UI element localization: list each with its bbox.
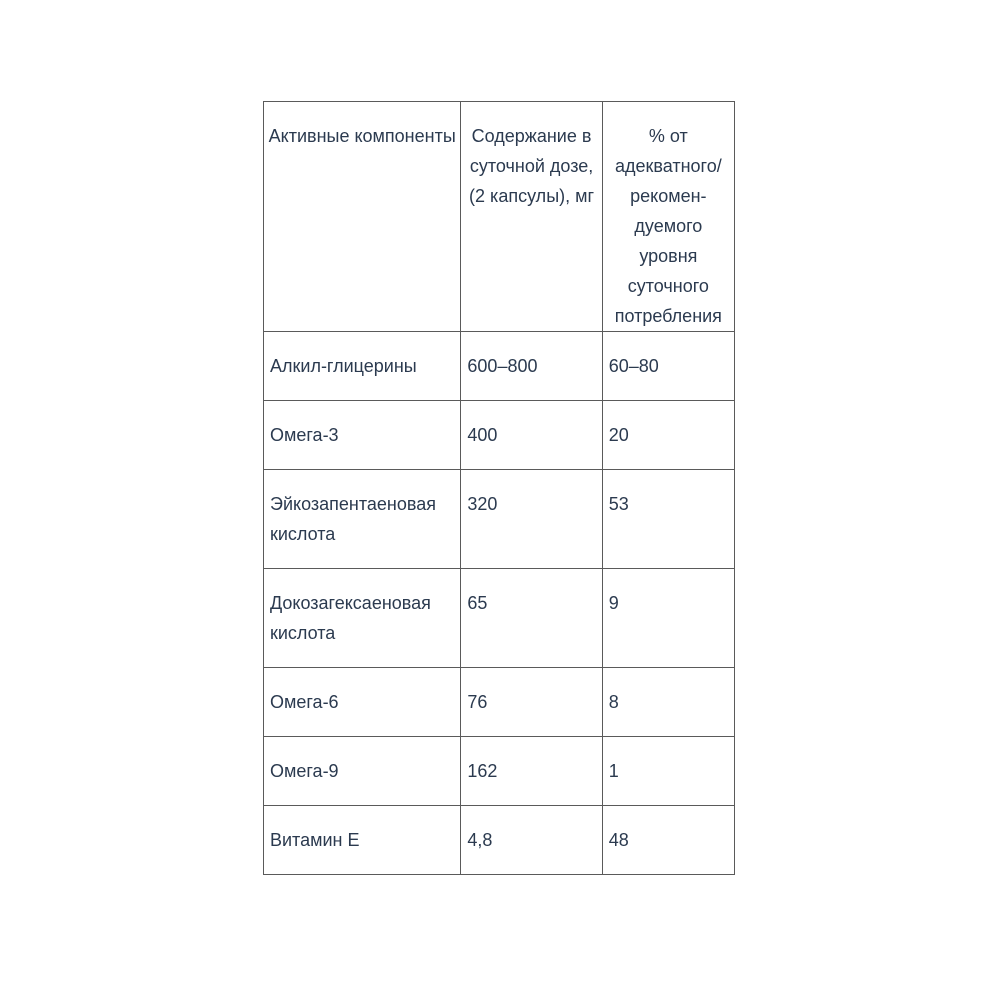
percent-cell: 20 (602, 401, 734, 470)
table-header-row (264, 102, 735, 332)
table-row (264, 806, 735, 875)
percent-cell: 60–80 (602, 332, 734, 401)
content-cell: 65 (461, 569, 602, 668)
component-cell: Докозагексаеновая кислота (264, 569, 461, 668)
header-label: Содержание в суточной дозе, (2 капсулы), мг (469, 126, 595, 206)
header-label: Активные компоненты (268, 126, 456, 146)
header-percent-recommended-intake (602, 102, 734, 332)
percent-cell: 48 (602, 806, 734, 875)
percent-cell: 9 (602, 569, 734, 668)
table-row (264, 737, 735, 806)
component-cell: Омега-6 (264, 668, 461, 737)
table-row (264, 668, 735, 737)
content-cell: 162 (461, 737, 602, 806)
percent-cell: 53 (602, 470, 734, 569)
table-row (264, 401, 735, 470)
component-cell: Алкил-глицерины (264, 332, 461, 401)
table-row (264, 332, 735, 401)
content-cell: 4,8 (461, 806, 602, 875)
supplement-table (263, 101, 735, 875)
header-active-components (264, 102, 461, 332)
percent-cell: 8 (602, 668, 734, 737)
content-cell: 400 (461, 401, 602, 470)
content-cell: 76 (461, 668, 602, 737)
component-cell: Омега-3 (264, 401, 461, 470)
component-cell: Эйкозапентаеновая кислота (264, 470, 461, 569)
table-row (264, 569, 735, 668)
header-label: % от адекватного/ рекомен-дуемого уровня суточного потребления (614, 126, 722, 326)
header-daily-dose-content (461, 102, 602, 332)
content-cell: 320 (461, 470, 602, 569)
component-cell: Омега-9 (264, 737, 461, 806)
percent-cell: 1 (602, 737, 734, 806)
content-cell: 600–800 (461, 332, 602, 401)
component-cell: Витамин Е (264, 806, 461, 875)
table-row (264, 470, 735, 569)
